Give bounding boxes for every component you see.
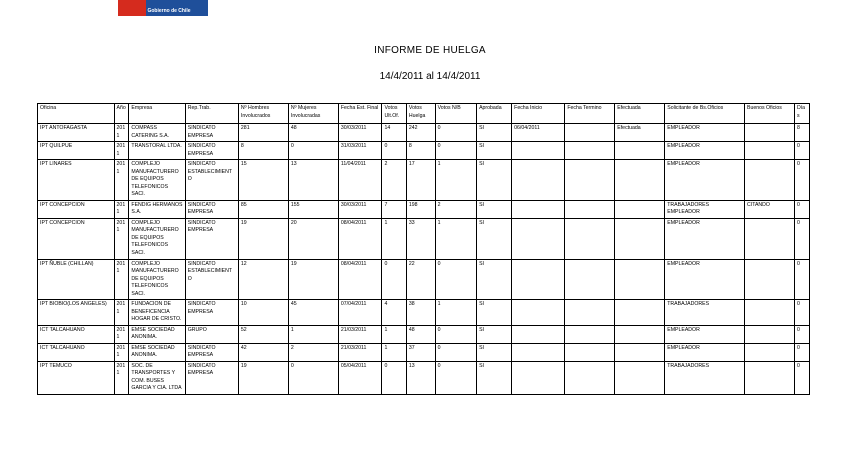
table-cell: SI — [477, 343, 512, 361]
table-cell: SI — [477, 200, 512, 218]
table-cell — [565, 124, 615, 142]
table-cell: 11/04/2011 — [338, 160, 382, 201]
table-cell: COMPLEJO MANUFACTURERO DE EQUIPOS TELEFONICOS SACI. — [129, 218, 185, 259]
table-cell: EMPLEADOR — [665, 343, 745, 361]
table-cell: 2011 — [114, 300, 129, 326]
table-cell: 0 — [435, 259, 476, 300]
table-cell: 0 — [435, 343, 476, 361]
table-cell: 0 — [794, 325, 809, 343]
table-cell — [615, 160, 665, 201]
table-cell: 1 — [435, 300, 476, 326]
table-cell: EMPLEADOR — [665, 142, 745, 160]
table-cell: 33 — [406, 218, 435, 259]
table-cell: 0 — [794, 142, 809, 160]
table-cell: 0 — [435, 361, 476, 394]
table-cell: SINDICATO EMPRESA — [185, 361, 238, 394]
table-cell — [565, 142, 615, 160]
table-cell: EMPLEADOR — [665, 160, 745, 201]
table-cell: 08/04/2011 — [338, 259, 382, 300]
table-cell: 48 — [406, 325, 435, 343]
logo-red-block — [118, 0, 146, 16]
table-cell: 31/03/2011 — [338, 142, 382, 160]
column-header: Oficina — [38, 104, 115, 124]
table-row — [38, 343, 810, 361]
table-cell: 2011 — [114, 361, 129, 394]
table-cell: IPT CONCEPCION — [38, 218, 115, 259]
table-cell: 2011 — [114, 200, 129, 218]
table-cell: IPT ÑUBLE (CHILLAN) — [38, 259, 115, 300]
table-cell: 45 — [288, 300, 338, 326]
table-cell: 2 — [288, 343, 338, 361]
table-cell: Efectuada — [615, 124, 665, 142]
table-cell: 0 — [794, 361, 809, 394]
table-cell — [745, 300, 795, 326]
table-cell: 2011 — [114, 160, 129, 201]
table-cell — [512, 361, 565, 394]
table-cell: 0 — [794, 259, 809, 300]
table-cell: SINDICATO EMPRESA — [185, 343, 238, 361]
column-header: Fecha Inicio — [512, 104, 565, 124]
table-cell: 52 — [238, 325, 288, 343]
table-cell — [565, 218, 615, 259]
table-cell: IPT QUILPUE — [38, 142, 115, 160]
table-cell — [745, 160, 795, 201]
table-cell: 2011 — [114, 325, 129, 343]
table-cell: 15 — [238, 160, 288, 201]
column-header: Aprobada — [477, 104, 512, 124]
table-cell: 08/04/2011 — [338, 218, 382, 259]
table-cell: 0 — [435, 124, 476, 142]
table-cell: 0 — [794, 300, 809, 326]
table-cell — [615, 343, 665, 361]
table-cell: SINDICATO ESTABLECIMIENTO — [185, 160, 238, 201]
table-cell: ICT TALCAHUANO — [38, 325, 115, 343]
table-cell — [615, 142, 665, 160]
table-cell: TRABAJADORES EMPLEADOR — [665, 200, 745, 218]
table-cell — [745, 218, 795, 259]
table-cell: IPT ANTOFAGASTA — [38, 124, 115, 142]
table-cell: 4 — [382, 300, 406, 326]
column-header: Fecha Termino — [565, 104, 615, 124]
table-cell: EMPLEADOR — [665, 325, 745, 343]
table-cell: FUNDACION DE BENEFICENCIA HOGAR DE CRISTO. — [129, 300, 185, 326]
table-cell: SINDICATO EMPRESA — [185, 200, 238, 218]
table-cell: 1 — [382, 218, 406, 259]
table-cell: SI — [477, 361, 512, 394]
table-row — [38, 300, 810, 326]
table-row — [38, 259, 810, 300]
table-cell — [745, 343, 795, 361]
table-cell: 7 — [382, 200, 406, 218]
table-cell: 21/03/2011 — [338, 343, 382, 361]
table-cell: COMPLEJO MANUFACTURERO DE EQUIPOS TELEFONICOS SACI. — [129, 259, 185, 300]
table-cell: 0 — [288, 142, 338, 160]
table-cell: 281 — [238, 124, 288, 142]
table-cell: SINDICATO ESTABLECIMIENTO — [185, 259, 238, 300]
table-cell: 13 — [288, 160, 338, 201]
table-cell: 1 — [288, 325, 338, 343]
table-cell — [615, 259, 665, 300]
table-cell: 06/04/2011 — [512, 124, 565, 142]
table-cell: 37 — [406, 343, 435, 361]
column-header: Votos Huelga — [406, 104, 435, 124]
table-cell — [512, 160, 565, 201]
table-cell: SI — [477, 325, 512, 343]
table-row — [38, 124, 810, 142]
table-cell: SI — [477, 142, 512, 160]
table-cell — [565, 160, 615, 201]
table-cell: EMSE SOCIEDAD ANONIMA. — [129, 325, 185, 343]
table-cell — [565, 343, 615, 361]
table-cell: 0 — [435, 142, 476, 160]
table-cell: COMPASS CATERING S.A. — [129, 124, 185, 142]
table-cell: 198 — [406, 200, 435, 218]
table-cell: SINDICATO EMPRESA — [185, 124, 238, 142]
table-cell: ICT TALCAHUANO — [38, 343, 115, 361]
table-cell: IPT LINARES — [38, 160, 115, 201]
table-cell: 20 — [288, 218, 338, 259]
table-cell: 1 — [435, 218, 476, 259]
table-cell: 1 — [382, 325, 406, 343]
table-cell: GRUPO — [185, 325, 238, 343]
table-cell — [745, 325, 795, 343]
column-header: Votos Ult.Of. — [382, 104, 406, 124]
table-cell: TRABAJADORES — [665, 361, 745, 394]
table-cell: 30/03/2011 — [338, 200, 382, 218]
table-cell — [745, 259, 795, 300]
table-cell: 0 — [382, 142, 406, 160]
table-cell: EMPLEADOR — [665, 124, 745, 142]
table-cell: 2011 — [114, 343, 129, 361]
table-cell: COMPLEJO MANUFACTURERO DE EQUIPOS TELEFONICOS SACI. — [129, 160, 185, 201]
table-cell: 0 — [794, 160, 809, 201]
table-cell: SI — [477, 300, 512, 326]
table-cell: 2011 — [114, 142, 129, 160]
table-cell: SI — [477, 218, 512, 259]
table-cell — [565, 200, 615, 218]
table-cell — [512, 259, 565, 300]
table-cell: 07/04/2011 — [338, 300, 382, 326]
table-cell: 85 — [238, 200, 288, 218]
column-header: Efectuada — [615, 104, 665, 124]
table-cell: IPT TEMUCO — [38, 361, 115, 394]
table-cell: 19 — [238, 361, 288, 394]
table-cell: EMPLEADOR — [665, 218, 745, 259]
column-header: Votos N/B — [435, 104, 476, 124]
table-cell: 0 — [288, 361, 338, 394]
table-cell: 0 — [382, 259, 406, 300]
table-cell: 0 — [794, 200, 809, 218]
table-cell — [565, 325, 615, 343]
table-cell — [615, 325, 665, 343]
table-row — [38, 200, 810, 218]
table-cell — [615, 300, 665, 326]
table-cell: EMSE SOCIEDAD ANONIMA. — [129, 343, 185, 361]
table-cell — [565, 259, 615, 300]
table-cell: 0 — [435, 325, 476, 343]
logo-text: Gobierno de Chile — [147, 8, 191, 14]
table-row — [38, 361, 810, 394]
table-cell — [512, 200, 565, 218]
table-cell: 8 — [794, 124, 809, 142]
table-cell: CITANDO — [745, 200, 795, 218]
table-cell: 155 — [288, 200, 338, 218]
table-cell: 242 — [406, 124, 435, 142]
table-cell: 12 — [238, 259, 288, 300]
table-cell: 0 — [794, 218, 809, 259]
table-cell: 0 — [382, 361, 406, 394]
table-cell: 0 — [794, 343, 809, 361]
table-cell: 1 — [435, 160, 476, 201]
gobierno-logo — [118, 0, 208, 16]
table-cell: 2011 — [114, 259, 129, 300]
column-header: Buenos Oficios — [745, 104, 795, 124]
table-cell: 21/03/2011 — [338, 325, 382, 343]
table-cell: 19 — [238, 218, 288, 259]
table-cell: 19 — [288, 259, 338, 300]
column-header: Rep.Trab. — [185, 104, 238, 124]
table-cell: 48 — [288, 124, 338, 142]
column-header: Año — [114, 104, 129, 124]
table-cell: SOC. DE TRANSPORTES Y COM. BUSES GARCIA Y CIA. LTDA — [129, 361, 185, 394]
table-cell — [512, 142, 565, 160]
table-cell — [615, 218, 665, 259]
table-cell: SINDICATO EMPRESA — [185, 218, 238, 259]
column-header: Nº Mujeres Involucradas — [288, 104, 338, 124]
table-cell: 10 — [238, 300, 288, 326]
table-cell: 2 — [435, 200, 476, 218]
table-cell: TRANSTORAL LTDA. — [129, 142, 185, 160]
table-cell: 38 — [406, 300, 435, 326]
table-cell — [615, 200, 665, 218]
table-cell — [512, 325, 565, 343]
table-cell: 13 — [406, 361, 435, 394]
table-cell: FENDIG HERMANOS S.A. — [129, 200, 185, 218]
table-row — [38, 160, 810, 201]
table-cell: 14 — [382, 124, 406, 142]
table-cell — [565, 300, 615, 326]
table-cell — [512, 300, 565, 326]
table-body — [38, 124, 810, 395]
table-cell — [512, 343, 565, 361]
table-header-row — [38, 104, 810, 124]
table-cell — [615, 361, 665, 394]
table-row — [38, 218, 810, 259]
table-cell — [512, 218, 565, 259]
table-cell: SINDICATO EMPRESA — [185, 142, 238, 160]
column-header: Fecha Est. Final — [338, 104, 382, 124]
table-cell: 2011 — [114, 124, 129, 142]
table-cell: IPT BIOBIO(LOS ANGELES) — [38, 300, 115, 326]
table-cell: 2 — [382, 160, 406, 201]
table-cell — [745, 361, 795, 394]
strike-report-table — [37, 103, 810, 395]
table-cell: 05/04/2011 — [338, 361, 382, 394]
table-cell: SINDICATO EMPRESA — [185, 300, 238, 326]
table-cell — [745, 124, 795, 142]
table-cell: 42 — [238, 343, 288, 361]
report-date-range: 14/4/2011 al 14/4/2011 — [379, 71, 481, 82]
table-cell: SI — [477, 160, 512, 201]
table-cell: EMPLEADOR — [665, 259, 745, 300]
column-header: Nº Hombres Involucrados — [238, 104, 288, 124]
table-cell: TRABAJADORES — [665, 300, 745, 326]
column-header: Empresa — [129, 104, 185, 124]
column-header: Días — [794, 104, 809, 124]
table-cell: 30/03/2011 — [338, 124, 382, 142]
table-cell: 2011 — [114, 218, 129, 259]
column-header: Solicitante de Bs.Oficios — [665, 104, 745, 124]
table-cell — [565, 361, 615, 394]
table-cell: 8 — [406, 142, 435, 160]
table-cell: 22 — [406, 259, 435, 300]
table-cell: 17 — [406, 160, 435, 201]
table-cell: 1 — [382, 343, 406, 361]
table-cell — [745, 142, 795, 160]
table-cell: 8 — [238, 142, 288, 160]
table-row — [38, 325, 810, 343]
table-cell: SI — [477, 124, 512, 142]
table-row — [38, 142, 810, 160]
table-cell: SI — [477, 259, 512, 300]
report-title: INFORME DE HUELGA — [374, 45, 486, 56]
table-cell: IPT CONCEPCION — [38, 200, 115, 218]
